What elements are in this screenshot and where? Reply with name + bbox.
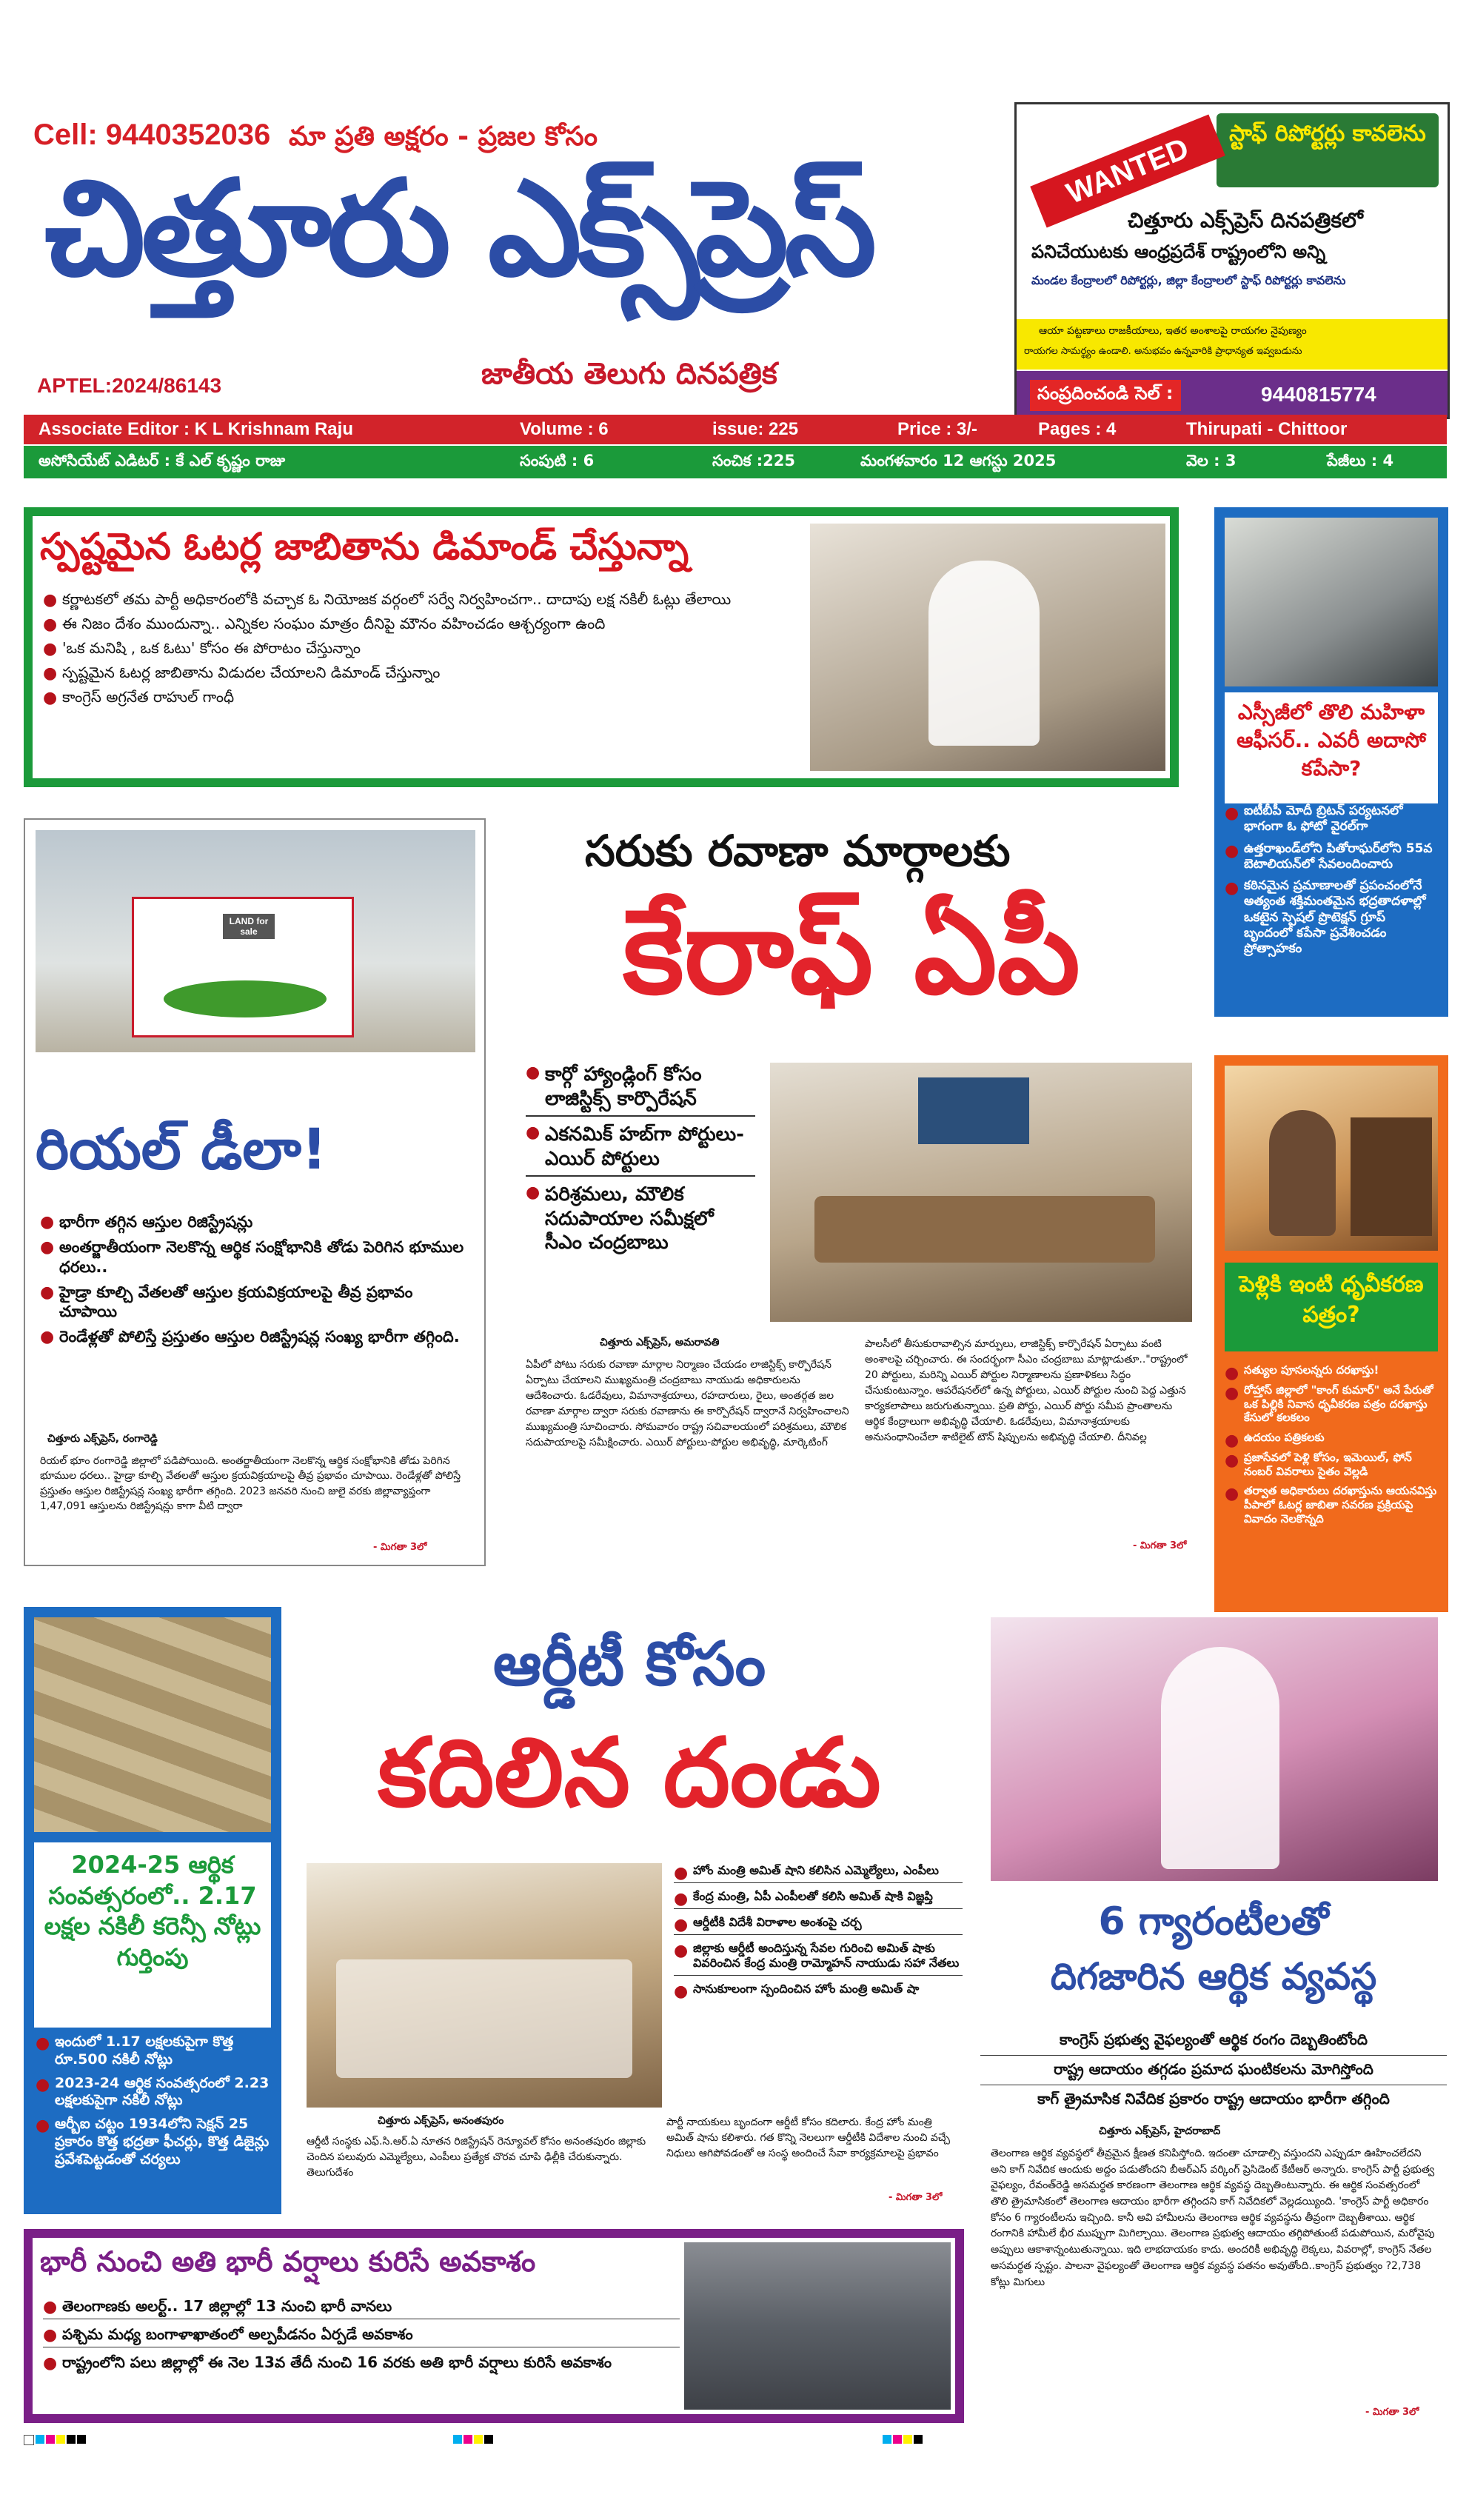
- ad-phone: 9440815774: [1261, 383, 1376, 406]
- land-sign: LAND for sale: [223, 914, 275, 939]
- ktr-photo: [991, 1617, 1438, 1881]
- top-story-bullet: ● ఈ నిజం దేశం ముందున్నా.. ఎన్నికల సంఘం మాత్రం దీనిపై మౌనం వహించడం ఆశ్చర్యంగా ఉంది: [43, 615, 806, 633]
- realty-story: [24, 818, 486, 1566]
- english-info-bar: [24, 415, 1447, 444]
- sidebar1-bullet: ● ఐటీబీపీ మోదీ బ్రిటన్ పర్యటనలో భాగంగా ఓ ఫోటో వైరల్‌గా: [1225, 803, 1438, 835]
- ktr-more: - మిగతా 3లో: [1365, 2407, 1419, 2418]
- ad-line2: పనిచేయుటకు ఆంధ్రప్రదేశ్ రాష్ట్రంలోని అన్ని: [1031, 241, 1326, 262]
- cat-photo: [1225, 1066, 1438, 1251]
- rdt-bullet: ● హోం మంత్రి అమిత్ షాని కలిసిన ఎమ్మెల్యేలు, ఎంపీలు: [674, 1863, 963, 1883]
- logistics-bullets: [526, 1063, 755, 1261]
- ktr-dateline: చిత్తూరు ఎక్స్‌ప్రెస్, హైదరాబాద్: [1099, 2125, 1221, 2137]
- place: Thirupati - Chittoor: [1186, 419, 1348, 439]
- ktr-story: [980, 1607, 1447, 2429]
- sidebar1-bullet: ● ఉత్తరాఖండ్‌లోని పితోరాఘర్‌లోని 55వ బెటాలియన్‌లో సేవలందించారు: [1225, 841, 1438, 873]
- rdt-dateline: చిత్తూరు ఎక్స్‌ప్రెస్, అనంతపురం: [378, 2115, 504, 2127]
- currency-notes-photo: [34, 1617, 271, 1832]
- ktr-deck-1: కాంగ్రెస్ ప్రభుత్వ వైఫల్యంతో ఆర్థిక రంగం దెబ్బతింటోంది: [980, 2031, 1447, 2056]
- color-bar-left: [24, 2435, 86, 2445]
- pages: Pages : 4: [1038, 419, 1117, 439]
- logistics-story: [511, 818, 1199, 1588]
- ktr-headline-1: 6 గ్యారంటీలతో: [1098, 1899, 1329, 1944]
- ad-line4: ఆయా పట్టణాలు రాజకీయాలు, ఇతర అంశాలపై రాయగల నైపుణ్యం: [1039, 325, 1307, 337]
- top-story: [24, 507, 1179, 787]
- logistics-body-col2: పాలసీలో తీసుకురావాల్సిన మార్పులు, లాజిస్టిక్స్ కార్పొరేషన్ ఏర్పాటు వంటి అంశాలపై చర్చించారు. ఈ సందర్భంగా సీఎం చంద్రబాబు మాట్లాడుతూ.."రాష్ట్రంలో 20 పోర్టులు, మరిన్ని ఎయిర్ పోర్టుల నిర్మాణాలను ప్రణాళికలు సిద్ధం చేసుకుంటున్నాం. ఆపరేషనల్‌లో ఉన్న పోర్టులు, ఎయిర్ పోర్టుల నుంచి పెద్ద ఎత్తున కార్యకలాపాలు జరుగుతున్నాయి. ప్రతి పోర్టు, ఎయిర్ పోర్టు సమీప ప్రాంతాలను ఆర్థిక కేంద్రాలుగా అభివృద్ధి చేయాలి. ఓడరేవులు, విమానాశ్రయాలకు అనుసంధానించేలా శాటిలైట్ టౌన్ షిప్పులను అభివృద్ధి చేయాలి. దీనివల్ల: [865, 1338, 1188, 1443]
- logistics-headline: కేరాఫ్ ఏపీ: [623, 884, 1080, 1020]
- cat-figure: [1269, 1110, 1336, 1236]
- sidebar2-bullet: ● రోహ్తాస్ జిల్లాలో "కాంగ్ కుమార్" అనే పేరుతో ఒక పిల్లికి నివాస ధృవీకరణ పత్రం దరఖాస్తు కేసులో కలకలం: [1225, 1383, 1438, 1425]
- sidebar2-bullets: [1225, 1363, 1438, 1532]
- realty-headline: రియల్ డీలా!: [36, 1116, 327, 1182]
- top-story-bullet: ● కాంగ్రెస్ అగ్రనేత రాహుల్ గాంధీ: [43, 688, 806, 706]
- sidebar2-bullet: ● సత్యుల పూసలన్నరు దరఖాస్తు!: [1225, 1363, 1438, 1377]
- ktr-deck-2: రాష్ట్ర ఆదాయం తగ్గడం ప్రమాద ఘంటికలను మోగిస్తోంది: [980, 2060, 1447, 2085]
- rdt-story: [296, 1607, 963, 2214]
- sidebar2-headline: పెళ్లికి ఇంటి ధృవీకరణ పత్రం?: [1225, 1263, 1438, 1351]
- realty-bullet: ● అంతర్జాతీయంగా నెలకొన్న ఆర్థిక సంక్షోభానికి తోడు పెరిగిన భూముల ధరలు..: [40, 1237, 469, 1277]
- sidebar-spg-story: [1214, 507, 1448, 1017]
- speaker-figure: [1161, 1647, 1279, 1869]
- realty-dateline: చిత్తూరు ఎక్స్‌ప్రెస్, రంగారెడ్డి: [47, 1433, 158, 1445]
- ad-line5: రాయగల సామర్థ్యం ఉండాలి. అనుభవం ఉన్నవారికి ప్రాధాన్యత ఇవ్వబడును: [1024, 346, 1302, 357]
- amit-shah-meeting-photo: [307, 1863, 662, 2108]
- logistics-bullet: ● కార్గో హ్యాండ్లింగ్ కోసం లాజిస్టిక్స్ కార్పొరేషన్: [526, 1063, 755, 1117]
- ad-heading: స్టాఫ్ రిపోర్టర్లు కావలెను: [1217, 113, 1439, 187]
- price-telugu: వెల : 3: [1186, 452, 1237, 469]
- ad-contact-label: సంప్రదించండి సెల్ :: [1030, 380, 1181, 411]
- realty-bullet: ● భారీగా తగ్గిన ఆస్తుల రిజిస్ట్రేషన్లు: [40, 1212, 469, 1231]
- volume-telugu: సంపుటి : 6: [520, 452, 595, 469]
- currency-headline: 2024-25 ఆర్థిక సంవత్సరంలో.. 2.17 లక్షల నకిలీ కరెన్సీ నోట్లు గుర్తింపు: [34, 1842, 271, 2028]
- currency-story: [24, 1607, 281, 2214]
- meeting-group: [336, 1959, 632, 2078]
- color-bar-right: [883, 2435, 923, 2444]
- logistics-body-col1: ఏపీలో పోటు సరుకు రవాణా మార్గాల నిర్మాణం చేయడం లాజిస్టిక్స్ కార్పొరేషన్ ఏర్పాటు చేయాలని ముఖ్యమంత్రి చంద్రబాబు నాయుడు అధికారులను ఆదేశించారు. ఓడరేవులు, విమానాశ్రయాలు, రహదారులు, రైలు, అంతర్గత జల రవాణా మార్గాల ద్వారా సరుకు రవాణాను ఈ కార్పొరేషన్ ద్వారానే నిర్వహించాలని ముఖ్యమంత్రి సూచించారు. సోమవారం రాష్ట్ర సచివాలయంలో పరిశ్రమలు, మౌలిక సదుపాయాలపై సమీక్షించారు. ఎయిర్ పోర్టులు-పోర్టుల అభివృద్ధి, మార్కెటింగ్: [526, 1359, 849, 1448]
- rdt-headline: కదిలిన దండు: [378, 1718, 881, 1828]
- volume: Volume : 6: [520, 419, 609, 439]
- currency-bullet: ● 2023-24 ఆర్థిక సంవత్సరంలో 2.23 లక్షలకుపైగా నకిలీ నోట్లు: [36, 2075, 271, 2110]
- hut-figure: [1351, 1117, 1432, 1236]
- land-patch: [132, 897, 354, 1037]
- price: Price : 3/-: [897, 419, 978, 439]
- rain-bullets: [43, 2297, 680, 2378]
- masthead: [22, 96, 1014, 407]
- ktr-deck-3: కాగ్ త్రైమాసిక నివేదిక ప్రకారం రాష్ట్ర ఆదాయం భారీగా తగ్గింది: [1037, 2090, 1390, 2108]
- sidebar-cat-story: [1214, 1055, 1448, 1612]
- realty-bullet: ● రెండేళ్లతో పోలిస్తే ప్రస్తుతం ఆస్తుల రిజిస్ట్రేషన్ల సంఖ్య భారీగా తగ్గింది.: [40, 1327, 469, 1346]
- rdt-bullet: ● జిల్లాకు ఆర్డీటీ అందిస్తున్న సేవల గురించి అమిత్ షాకు వివరించిన కేంద్ర మంత్రి రామ్మోహన్ నాయుడు సహా నేతలు: [674, 1941, 963, 1976]
- sidebar1-headline: ఎస్సీజీలో తొలి మహిళా ఆఫీసర్.. ఎవరీ అదాసో కపేసా?: [1225, 692, 1438, 803]
- ad-line3: మండల కేంద్రాలలో రిపోర్టర్లు, జిల్లా కేంద్రాలలో స్టాఫ్ రిపోర్టర్లు కావలెను: [1031, 273, 1346, 287]
- ad-line1: చిత్తూరు ఎక్స్‌ప్రెస్ దినపత్రికలో: [1128, 208, 1363, 233]
- rain-inner: [33, 2238, 955, 2414]
- rdt-bullets: [674, 1863, 963, 2002]
- print-registration-marks: [24, 2435, 1447, 2450]
- modi-spg-photo: [1225, 518, 1438, 686]
- top-story-bullet: ● కర్ణాటకలో తమ పార్టీ అధికారంలోకి వచ్చాక ఓ నియోజక వర్గంలో సర్వే నిర్వహించగా.. దాదాపు లక్ష నకిలీ ఓట్లు తేలాయి: [43, 590, 806, 609]
- sidebar2-bullet: ● ఉదయం పత్రికలకు: [1225, 1431, 1438, 1445]
- realty-more: - మిగతా 3లో: [373, 1542, 427, 1553]
- realty-bullets: [40, 1212, 469, 1353]
- currency-bullet: ● ఇందులో 1.17 లక్షలకుపైగా కొత్త రూ.500 నకిలీ నోట్లు: [36, 2033, 271, 2069]
- rain-bullet: ● పశ్చిమ మధ్య బంగాళాఖాతంలో అల్పపీడనం ఏర్పడే అవకాశం: [43, 2325, 680, 2347]
- rdt-more: - మిగతా 3లో: [889, 2192, 943, 2203]
- meeting-screen: [918, 1077, 1029, 1144]
- rdt-bullet: ● సానుకూలంగా స్పందించిన హోం మంత్రి అమిత్ షా: [674, 1982, 963, 1996]
- top-story-bullets: [43, 590, 806, 712]
- currency-bullets: [36, 2033, 271, 2174]
- issue-telugu: సంచిక :225: [712, 452, 795, 469]
- meeting-table: [814, 1196, 1155, 1263]
- rdt-bullet: ● కేంద్ర మంత్రి, ఏపీ ఎంపీలతో కలిసి అమిత్ షాకి విజ్ఞప్తి: [674, 1889, 963, 1909]
- issue: issue: 225: [712, 419, 799, 439]
- masthead-title: చిత్తూరు ఎక్స్‌ప్రెస్: [44, 152, 873, 305]
- ktr-headline-2: దిగజారిన ఆర్థిక వ్యవస్థ: [1050, 1955, 1377, 1998]
- masthead-cell: Cell: 9440352036: [33, 118, 271, 151]
- reporters-wanted-ad: [1014, 102, 1450, 419]
- logistics-more: - మిగతా 3లో: [1133, 1540, 1187, 1551]
- currency-bullet: ● ఆర్బీఐ చట్టం 1934లోని సెక్షన్ 25 ప్రకారం కొత్త భద్రతా ఫీచర్లు, కొత్త డిజైన్లు ప్రవేశపెట్టడంతో చర్యలు: [36, 2116, 271, 2168]
- top-story-bullet: ● 'ఒక మనిషి , ఒక ఓటు' కోసం ఈ పోరాటం చేస్తున్నాం: [43, 639, 806, 658]
- sidebar2-bullet: ● ప్రజాసేవలో పెళ్లి కోసం, ఇమెయిల్, ఫోన్ నంబర్ వివరాలు సైతం వెల్లడి: [1225, 1451, 1438, 1479]
- rain-bullet: ● తెలంగాణకు అలర్ట్.. 17 జిల్లాల్లో 13 నుంచి భారీ వానలు: [43, 2297, 680, 2319]
- rain-headline: భారీ నుంచి అతి భారీ వర్షాలు కురిసే అవకాశం: [40, 2245, 536, 2278]
- sidebar2-bullet: ● తర్వాత అధికారులు దరఖాస్తును ఆయనవిస్తు పీపాలో ఓటర్ల జాబితా సవరణ ప్రక్రియపై వివాదం నెలకొన్నది: [1225, 1484, 1438, 1525]
- top-story-headline: స్పష్టమైన ఓటర్ల జాబితాను డిమాండ్ చేస్తున్నా: [40, 525, 689, 568]
- rain-bullet: ● రాష్ట్రంలోని పలు జిల్లాల్లో ఈ నెల 13వ తేదీ నుంచి 16 వరకు అతి భారీ వర్షాలు కురిసే అవకాశం: [43, 2353, 680, 2372]
- land-for-sale-photo: [36, 830, 475, 1052]
- sidebar1-bullet: ● కఠినమైన ప్రమాణాలతో ప్రపంచంలోనే అత్యంత శక్తిమంతమైన భద్రతాదళాల్లో ఒకటైన స్పెషల్ ప్రొటెక్షన్ గ్రూప్ బృందంలో కపేసా ప్రవేశించడం ప్రోత్సాహకం: [1225, 878, 1438, 957]
- speaker-figure: [928, 561, 1040, 746]
- date-telugu: మంగళవారం 12 ఆగస్టు 2025: [860, 452, 1057, 469]
- realty-bullet: ● హైడ్రా కూల్చి వేతలతో ఆస్తుల క్రయవిక్రయాలపై తీవ్ర ప్రభావం చూపాయి: [40, 1283, 469, 1322]
- logistics-dateline: చిత్తూరు ఎక్స్‌ప్రెస్, అమరావతి: [600, 1337, 720, 1348]
- rahul-gandhi-photo: [810, 524, 1165, 771]
- rdt-body-col1: ఆర్డీటీ సంస్థకు ఎఫ్.సి.ఆర్.ఏ నూతన రిజిస్ట్రేషన్ రెన్యూవల్ కోసం అనంతపురం జిల్లాకు చెందిన పలువురు ఎమ్మెల్యేలు, ఎంపీలు ప్రత్యేక చొరవ చూపి ఢిల్లీకి చేరుకున్నారు. తెలుగుదేశం: [307, 2136, 646, 2179]
- associate-editor: Associate Editor : K L Krishnam Raju: [39, 419, 353, 439]
- rdt-bullet: ● ఆర్డీటీకి విదేశీ విరాళాల అంశంపై చర్చ: [674, 1915, 963, 1935]
- top-story-inner: [33, 516, 1170, 778]
- ktr-body: తెలంగాణ ఆర్థిక వ్యవస్థలో తీవ్రమైన క్షీణత కనిపిస్తోంది. ఇదంతా చూడాల్సి వస్తుందని ఎప్పుడూ ఊహించలేదని అని కాగ్ నివేదిక ఆందుకు అద్దం పడుతోందని బీఆర్ఎస్ వర్కింగ్ ప్రెసిడెంట్ కేటీఆర్ అన్నారు. కాంగ్రెస్ పార్టీ ప్రభుత్వ వైఫల్యం, రేవంత్‌రెడ్డి అసమర్థత కారణంగా తెలంగాణ ఆర్థిక వ్యవస్థ దెబ్బతింటున్నారు. ఈ ఆర్థిక సంవత్సరంలో తొలి త్రైమాసికంలో తెలంగాణ ఆదాయం భారీగా తగ్గిందని కాగ్ నివేదికలో వెల్లడయ్యింది. 'కాంగ్రెస్ పార్టీ అధికారం కోసం 6 గ్యారంటీలను ఇచ్చింది. కానీ అవి హామీలను తెలంగాణ ఆర్థిక వ్యవస్థను తీవ్రంగా దెబ్బతీశాయి. ఆర్థిక రంగానికి హామీలే భీర ముప్పుగా మిగిల్చాయి. తెలంగాణ ప్రభుత్వ ఆదాయం తగ్గిపోతుంటే పడుపోయిన, మరోవైపు అప్పులు ఆకాశాన్నంటుతున్నాయి. ఇది లాభదాయకం కాదు. అందరికీ అభివృద్ధి లెక్కలు, వివరాల్లో, కాంగ్రెస్ నేతల అసమర్థత స్పష్టం. పాలనా వైఫల్యంతో తెలంగాణ ఆర్థిక వ్యవస్థ పతనం అవుతోంది..కాంగ్రెస్ ప్రభుత్వం ?2,738 కోట్లు మిగులు: [991, 2148, 1435, 2288]
- telugu-info-bar: [24, 446, 1447, 478]
- rdt-body-col2: పార్టీ నాయకులు బృందంగా ఆర్డీటీ కోసం కదిలారు. కేంద్ర హోం మంత్రి అమిత్ షాను కలిశారు. గత కొన్ని నెలలుగా ఆర్డీటీకి విదేశాల నుంచి వచ్చే నిధులు ఆగిపోవడంతో ఆ సంస్థ అందించే సేవా కార్యక్రమాలపై ప్రభావం: [666, 2116, 950, 2159]
- rdt-kicker: ఆర్డీటీ కోసం: [492, 1629, 766, 1700]
- logistics-kicker: సరుకు రవాణా మార్గాలకు: [585, 826, 1011, 876]
- color-bar-center: [453, 2435, 493, 2444]
- top-story-bullet: ● స్పష్టమైన ఓటర్ల జాబితాను విడుదల చేయాలని డిమాండ్ చేస్తున్నాం: [43, 664, 806, 682]
- cm-review-meeting-photo: [770, 1063, 1192, 1322]
- masthead-reg: APTEL:2024/86143: [37, 374, 222, 397]
- logistics-bullet: ● పరిశ్రమలు, మౌలిక సదుపాయాల సమీక్షలో సీఎం చంద్రబాబు: [526, 1183, 755, 1255]
- rain-story: [24, 2229, 964, 2423]
- masthead-tagline: మా ప్రతి అక్షరం - ప్రజల కోసం: [289, 121, 598, 152]
- ad-wanted-ribbon: WANTED: [1030, 114, 1225, 227]
- flood-photo: [684, 2242, 951, 2410]
- logistics-bullet: ● ఎకనమిక్ హబ్‌గా పోర్టులు-ఎయిర్ పోర్టులు: [526, 1123, 755, 1177]
- realty-body: రియల్ భూం రంగారెడ్డి జిల్లాలో పడిపోయింది. అంతర్జాతీయంగా నెలకొన్న ఆర్థిక సంక్షోభానికి తోడు పెరిగిన భూముల ధరలు.. హైడ్రా కూల్చి వేతలతో ఆస్తుల క్రయవిక్రయాలపై తీవ్ర ప్రభావం చూపాయి. రెండేళ్లతో పోలిస్తే ప్రస్తుతం ఆస్తుల రిజిస్ట్రేషన్ల సంఖ్య భారీగా తగ్గింది. 2023 జనవరి నుంచి జులై వరకు జిల్లావ్యాప్తంగా 1,47,091 ఆస్తులను రిజిస్ట్రేషన్లు కాగా వీటి ద్వారా: [40, 1455, 461, 1512]
- associate-editor-telugu: అసోసియేట్ ఎడిటర్ : కే ఎల్ కృష్ణం రాజు: [39, 452, 286, 469]
- grass-patch: [164, 980, 327, 1017]
- pages-telugu: పేజీలు : 4: [1327, 452, 1394, 469]
- sidebar1-bullets: [1225, 803, 1438, 963]
- masthead-subtitle: జాతీయ తెలుగు దినపత్రిక: [481, 357, 777, 391]
